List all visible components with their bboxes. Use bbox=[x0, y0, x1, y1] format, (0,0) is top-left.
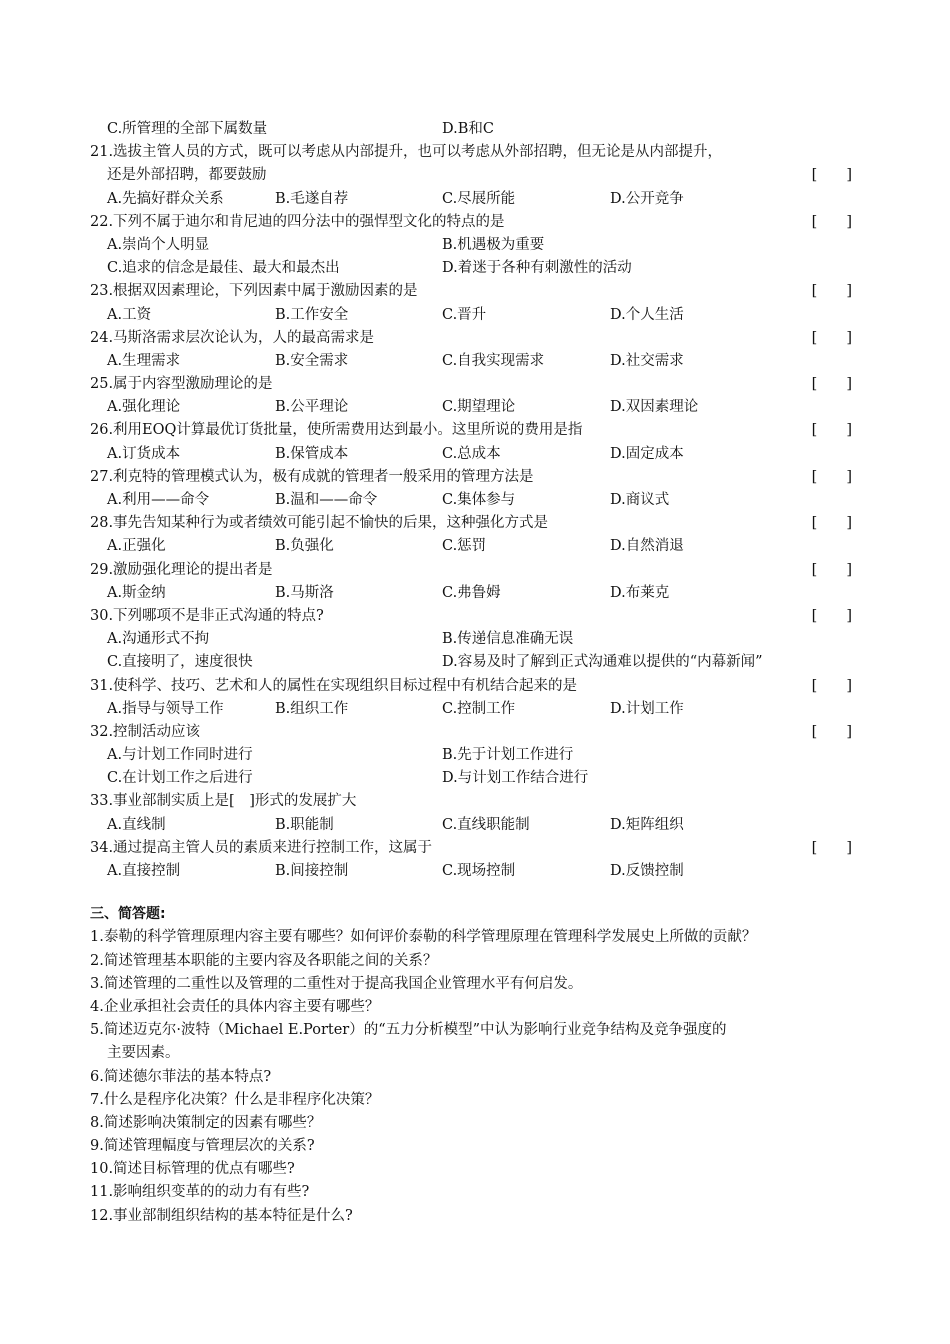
option: C.追求的信念是最佳、最大和最杰出 bbox=[107, 260, 340, 277]
option: A.利用——命令 bbox=[107, 492, 210, 508]
answer-bracket: [ ] bbox=[811, 839, 852, 856]
option: C.直接明了，速度很快 bbox=[107, 654, 253, 671]
question-text: 29.激励强化理论的提出者是 bbox=[90, 561, 273, 578]
option: A.指导与领导工作 bbox=[107, 700, 224, 717]
question-stem bbox=[90, 211, 860, 234]
question-stem bbox=[90, 141, 860, 164]
option-row bbox=[90, 814, 860, 837]
option: A.正强化 bbox=[107, 538, 166, 555]
answer-bracket: [ ] bbox=[811, 515, 852, 532]
multiple-choice-list bbox=[90, 141, 860, 883]
answer-bracket: [ ] bbox=[811, 167, 852, 184]
question-text: 25.属于内容型激励理论的是 bbox=[90, 376, 273, 393]
option: B.间接控制 bbox=[275, 863, 349, 879]
answer-bracket: [ ] bbox=[811, 607, 852, 624]
option-row bbox=[90, 350, 860, 373]
option-row bbox=[90, 396, 860, 419]
option: B.工作安全 bbox=[275, 306, 349, 323]
option: C.期望理论 bbox=[442, 399, 516, 416]
question-stem bbox=[90, 373, 860, 396]
option: D.反馈控制 bbox=[610, 863, 684, 879]
option-row bbox=[90, 489, 860, 512]
answer-bracket: [ ] bbox=[811, 283, 852, 300]
option: A.工资 bbox=[107, 306, 152, 323]
option-row bbox=[90, 304, 860, 327]
option: D.社交需求 bbox=[610, 352, 684, 369]
option: B.先于计划工作进行 bbox=[442, 747, 574, 764]
option-row bbox=[90, 744, 860, 767]
short-answer-item: 5.简述迈克尔·波特（Michael E.Porter）的“五力分析模型”中认为影响行业竞争结构及竞争强度的 bbox=[90, 1022, 727, 1039]
answer-bracket: [ ] bbox=[811, 376, 852, 393]
question-stem bbox=[90, 466, 860, 489]
option: C.直线职能制 bbox=[442, 816, 530, 833]
short-answer-item: 10.简述目标管理的优点有哪些? bbox=[90, 1161, 295, 1178]
question-stem bbox=[90, 721, 860, 744]
option-row bbox=[90, 582, 860, 605]
option: A.强化理论 bbox=[107, 399, 181, 416]
short-answer-item: 6.简述德尔菲法的基本特点? bbox=[90, 1068, 272, 1085]
short-answer-item: 11.影响组织变革的的动力有有些? bbox=[90, 1184, 310, 1201]
question-text: 23.根据双因素理论，下列因素中属于激励因素的是 bbox=[90, 283, 418, 300]
option-row bbox=[90, 257, 860, 280]
question-stem bbox=[90, 280, 860, 303]
option: C.总成本 bbox=[442, 445, 501, 462]
question-text: 26.利用EOQ计算最优订货批量，使所需费用达到最小。这里所说的费用是指 bbox=[90, 422, 583, 439]
option-row bbox=[90, 443, 860, 466]
question-text: 34.通过提高主管人员的素质来进行控制工作，这属于 bbox=[90, 839, 433, 856]
option: D.与计划工作结合进行 bbox=[442, 770, 589, 787]
option: A.生理需求 bbox=[107, 352, 181, 369]
option: C.集体参与 bbox=[442, 492, 516, 508]
option: C.自我实现需求 bbox=[442, 352, 545, 369]
option-row bbox=[90, 535, 860, 558]
answer-bracket: [ ] bbox=[811, 468, 852, 485]
question-text: 33.事业部制实质上是[ ]形式的发展扩大 bbox=[90, 793, 357, 810]
option: D.容易及时了解到正式沟通难以提供的“内幕新闻” bbox=[442, 654, 763, 671]
short-answer-item-continuation: 主要因素。 bbox=[107, 1045, 180, 1062]
option: B.负强化 bbox=[275, 538, 334, 555]
question-stem bbox=[90, 327, 860, 350]
option: A.崇尚个人明显 bbox=[107, 236, 210, 253]
option: B.组织工作 bbox=[275, 700, 349, 717]
option: C.晋升 bbox=[442, 306, 487, 323]
option: C.在计划工作之后进行 bbox=[107, 770, 253, 787]
option: D.公开竞争 bbox=[610, 190, 684, 207]
short-answer-item: 4.企业承担社会责任的具体内容主要有哪些？ bbox=[90, 998, 380, 1015]
option: D.固定成本 bbox=[610, 445, 684, 462]
option-row bbox=[90, 698, 860, 721]
answer-bracket: [ ] bbox=[811, 561, 852, 578]
option: C.尽展所能 bbox=[442, 190, 516, 207]
short-answer-item: 2.简述管理基本职能的主要内容及各职能之间的关系？ bbox=[90, 952, 438, 969]
option: D.个人生活 bbox=[610, 306, 684, 323]
option: B.温和——命令 bbox=[275, 492, 378, 508]
answer-bracket: [ ] bbox=[811, 422, 852, 439]
question-stem bbox=[90, 790, 860, 813]
question-text: 27.利克特的管理模式认为，极有成就的管理者一般采用的管理方法是 bbox=[90, 468, 534, 485]
question-stem bbox=[90, 419, 860, 442]
option-row bbox=[90, 628, 860, 651]
question-text: 24.马斯洛需求层次论认为，人的最高需求是 bbox=[90, 329, 375, 346]
option-row bbox=[90, 651, 860, 674]
answer-bracket: [ ] bbox=[811, 329, 852, 346]
question-text: 31.使科学、技巧、艺术和人的属性在实现组织目标过程中有机结合起来的是 bbox=[90, 677, 578, 694]
option: C.所管理的全部下属数量 bbox=[107, 121, 268, 137]
option-row bbox=[90, 118, 860, 141]
answer-bracket: [ ] bbox=[811, 213, 852, 230]
option: B.职能制 bbox=[275, 816, 334, 833]
option: B.机遇极为重要 bbox=[442, 236, 545, 253]
option-row bbox=[90, 767, 860, 790]
option: D.矩阵组织 bbox=[610, 816, 684, 833]
section-title: 三、简答题: bbox=[90, 906, 166, 923]
option: A.直接控制 bbox=[107, 863, 181, 879]
option: C.惩罚 bbox=[442, 538, 487, 555]
short-answer-item: 3.简述管理的二重性以及管理的二重性对于提高我国企业管理水平有何启发。 bbox=[90, 975, 583, 992]
question-text: 22.下列不属于迪尔和肯尼迪的四分法中的强悍型文化的特点的是 bbox=[90, 213, 505, 230]
short-answer-item: 1.泰勒的科学管理原理内容主要有哪些？如何评价泰勒的科学管理原理在管理科学发展史上所做的贡献？ bbox=[90, 929, 757, 946]
question-text: 21.选拔主管人员的方式，既可以考虑从内部提升，也可以考虑从外部招聘，但无论是从内部提升， bbox=[90, 144, 723, 161]
option: B.保管成本 bbox=[275, 445, 349, 462]
short-answer-item: 8.简述影响决策制定的因素有哪些？ bbox=[90, 1114, 322, 1131]
option-row bbox=[90, 234, 860, 257]
option: D.计划工作 bbox=[610, 700, 684, 717]
option: C.现场控制 bbox=[442, 863, 516, 879]
option: A.沟通形式不拘 bbox=[107, 631, 210, 648]
option: A.先搞好群众关系 bbox=[107, 190, 224, 207]
option: D.着迷于各种有刺激性的活动 bbox=[442, 260, 632, 277]
question-stem bbox=[90, 837, 860, 860]
question-stem bbox=[90, 512, 860, 535]
short-answer-item: 7.什么是程序化决策？什么是非程序化决策？ bbox=[90, 1091, 380, 1108]
question-text: 30.下列哪项不是非正式沟通的特点? bbox=[90, 607, 324, 624]
option: B.安全需求 bbox=[275, 352, 349, 369]
option: B.毛遂自荐 bbox=[275, 190, 349, 207]
option: D.双因素理论 bbox=[610, 399, 699, 416]
option: A.直线制 bbox=[107, 816, 166, 833]
option: B.传递信息准确无误 bbox=[442, 631, 574, 648]
option: C.弗鲁姆 bbox=[442, 584, 501, 601]
option-row bbox=[90, 860, 860, 883]
option: B.马斯洛 bbox=[275, 584, 334, 601]
question-stem bbox=[90, 559, 860, 582]
option: D.商议式 bbox=[610, 492, 670, 508]
option: A.订货成本 bbox=[107, 445, 181, 462]
question-text: 32.控制活动应该 bbox=[90, 723, 201, 740]
question-text: 还是外部招聘，都要鼓励 bbox=[107, 167, 267, 184]
short-answer-list bbox=[90, 926, 860, 1227]
question-stem bbox=[90, 605, 860, 628]
question-text: 28.事先告知某种行为或者绩效可能引起不愉快的后果，这种强化方式是 bbox=[90, 515, 549, 532]
question-stem bbox=[90, 675, 860, 698]
option: B.公平理论 bbox=[275, 399, 349, 416]
option-row bbox=[90, 188, 860, 211]
document-page bbox=[90, 118, 860, 1228]
answer-bracket: [ ] bbox=[811, 677, 852, 694]
option: A.与计划工作同时进行 bbox=[107, 747, 253, 764]
question-stem-continuation bbox=[90, 164, 860, 187]
short-answer-item: 9.简述管理幅度与管理层次的关系? bbox=[90, 1138, 315, 1155]
option: D.B和C bbox=[442, 121, 494, 137]
short-answer-item: 12.事业部制组织结构的基本特征是什么? bbox=[90, 1207, 353, 1224]
option: D.布莱克 bbox=[610, 584, 670, 601]
option: D.自然消退 bbox=[610, 538, 684, 555]
answer-bracket: [ ] bbox=[811, 723, 852, 740]
option: C.控制工作 bbox=[442, 700, 516, 717]
option: A.斯金纳 bbox=[107, 584, 166, 601]
